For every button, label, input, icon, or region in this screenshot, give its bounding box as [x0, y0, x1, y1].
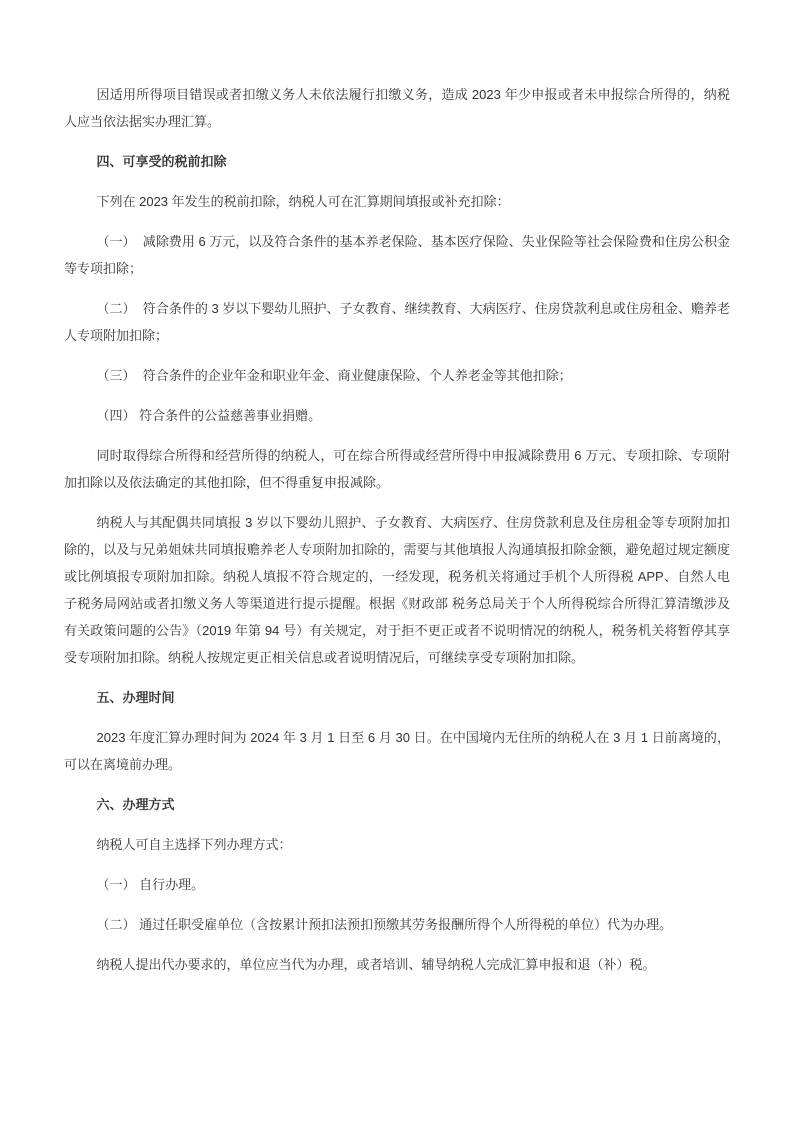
method-list-item-2: （二） 通过任职受雇单位（含按累计预扣法预扣预缴其劳务报酬所得个人所得税的单位）代为办理。: [96, 917, 673, 932]
para-methods-intro: 纳税人可自主选择下列办理方式：: [96, 837, 292, 852]
deduction-list-item-2: （二） 符合条件的 3 岁以下婴幼儿照护、子女教育、继续教育、大病医疗、住房贷款利息或住房租金、赡养老人专项附加扣除；: [64, 301, 730, 343]
para-business-income: 同时取得综合所得和经营所得的纳税人，可在综合所得或经营所得中申报减除费用 6 万元、专项扣除、专项附加扣除以及依法确定的其他扣除，但不得重复申报减除。: [64, 448, 730, 490]
deduction-list-item-4: （四） 符合条件的公益慈善事业捐赠。: [96, 408, 322, 423]
heading-section-6: 六、办理方式: [96, 797, 175, 812]
method-list-item-1: （一） 自行办理。: [96, 877, 205, 892]
para-deductions-intro: 下列在 2023 年发生的税前扣除，纳税人可在汇算期间填报或补充扣除：: [96, 194, 510, 209]
para-agent-handling: 纳税人提出代办要求的，单位应当代为办理，或者培训、辅导纳税人完成汇算申报和退（补）税。: [96, 957, 656, 972]
para-joint-filing: 纳税人与其配偶共同填报 3 岁以下婴幼儿照护、子女教育、大病医疗、住房贷款利息及住房租金等专项附加扣除的，以及与兄弟姐妹共同填报赡养老人专项附加扣除的，需要与其他填报人沟通填报扣除金额，避免超过规定额度或比例填报专项附加扣除。纳税人填报不符合规定的，一经发现，税务机关将通过手机个人所得税 APP、自然人电子税务局网站或者扣缴义务人等渠道进行提示提醒。根据《财政部 税务总局关于个人所得税综合所得汇算清缴涉及有关政策问题的公告》（2019 年第 94 号）有关规定，对于拒不更正或者不说明情况的纳税人，税务机关将暂停其享受专项附加扣除。纳税人按规定更正相关信息或者说明情况后，可继续享受专项附加扣除。: [64, 515, 730, 665]
para-processing-time: 2023 年度汇算办理时间为 2024 年 3 月 1 日至 6 月 30 日。在中国境内无住所的纳税人在 3 月 1 日前离境的，可以在离境前办理。: [64, 730, 730, 772]
deduction-list-item-1: （一） 减除费用 6 万元，以及符合条件的基本养老保险、基本医疗保险、失业保险等社会保险费和住房公积金等专项扣除；: [64, 234, 730, 276]
heading-section-4: 四、可享受的税前扣除: [96, 154, 227, 169]
deduction-list-item-3: （三） 符合条件的企业年金和职业年金、商业健康保险、个人养老金等其他扣除；: [96, 368, 572, 383]
heading-section-5: 五、办理时间: [96, 690, 175, 705]
para-correction-note: 因适用所得项目错误或者扣缴义务人未依法履行扣缴义务，造成 2023 年少申报或者未申报综合所得的，纳税人应当依法据实办理汇算。: [64, 87, 730, 129]
